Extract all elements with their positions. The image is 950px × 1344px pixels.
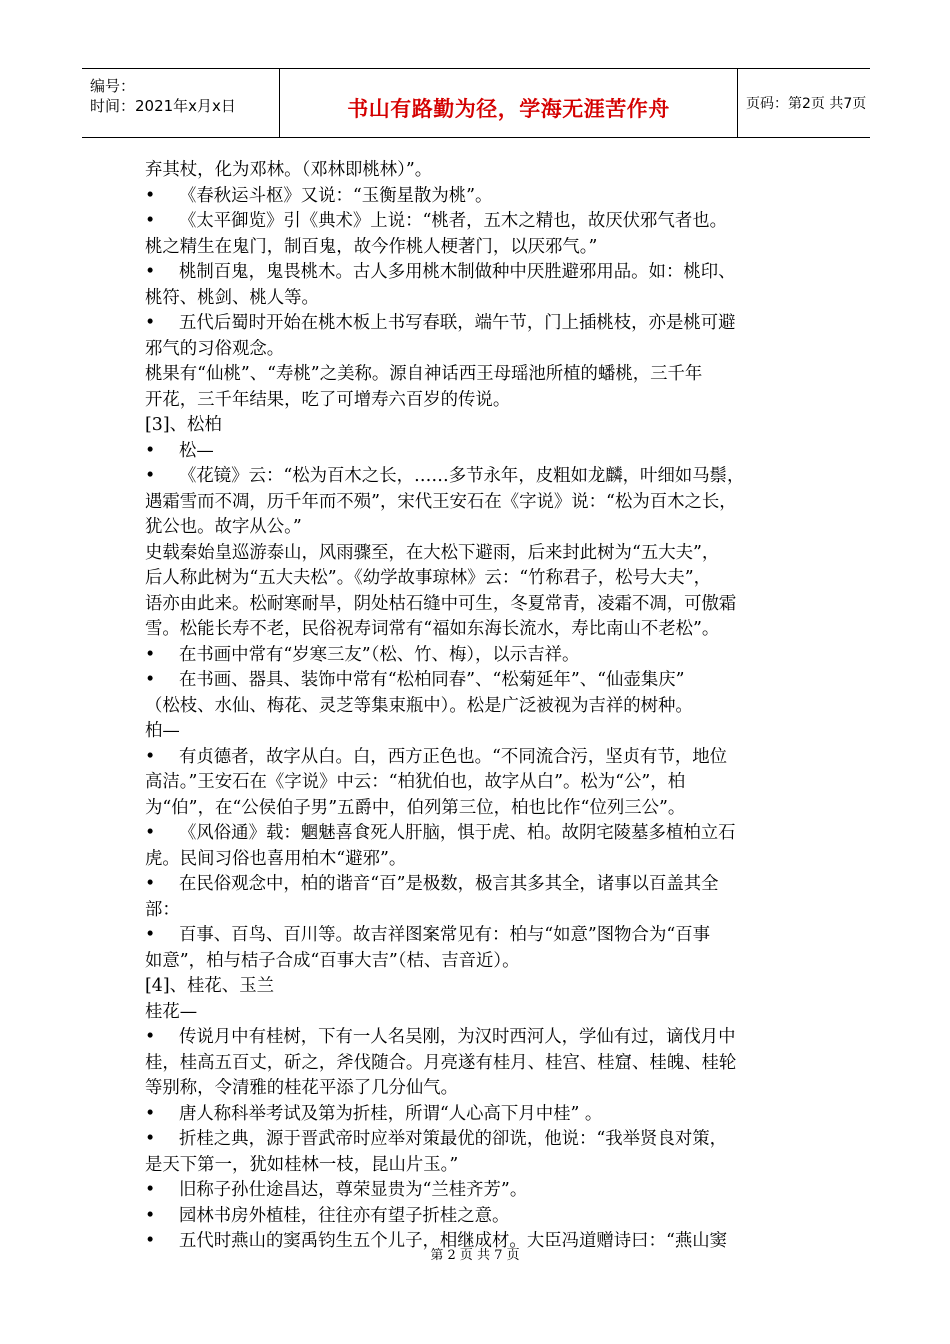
line-text: 犹公也。故字从公。” bbox=[145, 517, 302, 537]
bullet-icon: • bbox=[145, 746, 156, 767]
line-text: 传说月中有桂树，下有一人名吴刚，为汉时西河人，学仙有过，谪伐月中 bbox=[179, 1027, 736, 1047]
line-text: 雪。松能长寿不老，民俗祝寿词常有“福如东海长流水，寿比南山不老松”。 bbox=[145, 619, 720, 639]
line-text: 在民俗观念中，柏的谐音“百”是极数，极言其多其全，诸事以百盖其全 bbox=[179, 874, 719, 894]
line-text: 桃果有“仙桃”、“寿桃”之美称。源自神话西王母瑶池所植的蟠桃，三千年 bbox=[145, 364, 703, 384]
text-line bbox=[145, 1076, 813, 1102]
bullet-line bbox=[145, 872, 813, 898]
text-line bbox=[145, 286, 813, 312]
bullet-icon: • bbox=[145, 823, 156, 843]
line-text: 等别称，令清雅的桂花平添了几分仙气。 bbox=[145, 1078, 459, 1098]
text-line bbox=[145, 847, 813, 873]
line-text: 后人称此树为“五大夫松”。《幼学故事琼林》云：“竹称君子，松号大夫”， bbox=[145, 568, 711, 588]
bullet-icon: • bbox=[145, 1205, 156, 1226]
text-line bbox=[145, 388, 813, 414]
line-text: 园林书房外植桂，往往亦有望子折桂之意。 bbox=[179, 1205, 510, 1226]
bullet-line bbox=[145, 1178, 813, 1204]
text-line bbox=[145, 974, 813, 1000]
bullet-line bbox=[145, 1025, 813, 1051]
text-line bbox=[145, 694, 813, 720]
text-line bbox=[145, 1153, 813, 1179]
bullet-line bbox=[145, 311, 813, 337]
line-text: 柏— bbox=[145, 721, 180, 741]
line-text: 桃符、桃剑、桃人等。 bbox=[145, 287, 319, 308]
line-text: 桃之精生在鬼门，制百鬼，故今作桃人梗著门，以厌邪气。” bbox=[145, 236, 598, 257]
line-text: 五代时燕山的窦禹钧生五个儿子，相继成材。大臣冯道赠诗曰：“燕山窦 bbox=[179, 1231, 728, 1251]
bullet-icon: • bbox=[145, 874, 156, 894]
line-text: 桂花— bbox=[145, 1001, 198, 1022]
bullet-line bbox=[145, 184, 813, 210]
text-line bbox=[145, 719, 813, 745]
line-text: 开花，三千年结果，吃了可增寿六百岁的传说。 bbox=[145, 389, 511, 410]
text-line bbox=[145, 617, 813, 643]
bullet-icon: • bbox=[145, 1027, 156, 1047]
line-text: 为“伯”，在“公侯伯子男”五爵中，伯列第三位，柏也比作“位列三公”。 bbox=[145, 797, 686, 818]
bullet-icon: • bbox=[145, 262, 156, 282]
bullet-icon: • bbox=[145, 1129, 156, 1149]
line-text: 百事、百鸟、百川等。故吉祥图案常见有：柏与“如意”图物合为“百事 bbox=[179, 925, 711, 945]
text-line bbox=[145, 770, 813, 796]
line-text: 折桂之典，源于晋武帝时应举对策最优的卻诜，他说：“我举贤良对策， bbox=[179, 1129, 728, 1149]
bullet-line bbox=[145, 821, 813, 847]
text-line bbox=[145, 566, 813, 592]
line-text: 高洁。”王安石在《字说》中云：“柏犹伯也，故字从白”。松为“公”，柏 bbox=[145, 772, 686, 792]
bullet-icon: • bbox=[145, 185, 156, 206]
line-text: 部： bbox=[145, 899, 180, 920]
text-line bbox=[145, 1051, 813, 1077]
bullet-line bbox=[145, 439, 813, 465]
line-text: 唐人称科举考试及第为折桂，所谓“人心高下月中桂” 。 bbox=[179, 1103, 603, 1124]
bullet-icon: • bbox=[145, 644, 156, 665]
text-line bbox=[145, 898, 813, 924]
line-text: 邪气的习俗观念。 bbox=[145, 338, 285, 359]
line-text: 旧称子孙仕途昌达，尊荣显贵为“兰桂齐芳”。 bbox=[179, 1180, 528, 1200]
bullet-icon: • bbox=[145, 925, 156, 945]
line-text: 弃其杖，化为邓林。（邓林即桃林）”。 bbox=[145, 160, 433, 180]
bullet-line bbox=[145, 643, 813, 669]
bullet-line bbox=[145, 1127, 813, 1153]
line-text: 桂，桂高五百丈，斫之，斧伐随合。月亮遂有桂月、桂宫、桂窟、桂魄、桂轮 bbox=[145, 1052, 737, 1073]
line-text: 五代后蜀时开始在桃木板上书写春联，端午节，门上插桃枝，亦是桃可避 bbox=[179, 313, 736, 333]
page-header bbox=[82, 68, 870, 138]
line-text: 虎。民间习俗也喜用柏木“避邪”。 bbox=[145, 848, 407, 869]
bullet-icon: • bbox=[145, 1180, 156, 1200]
line-text: 《风俗通》载：魍魅喜食死人肝脑，惧于虎、柏。故阴宅陵墓多植柏立石 bbox=[179, 823, 736, 843]
line-text: [3]、松柏 bbox=[145, 415, 222, 435]
bullet-line bbox=[145, 923, 813, 949]
bullet-line bbox=[145, 1102, 813, 1128]
line-text: 有贞德者，故字从白。白，西方正色也。“不同流合污，坚贞有节，地位 bbox=[179, 746, 728, 767]
line-text: 在书画中常有“岁寒三友”（松、竹、梅），以示吉祥。 bbox=[179, 644, 580, 665]
text-line bbox=[145, 515, 813, 541]
text-line bbox=[145, 490, 813, 516]
bullet-icon: • bbox=[145, 313, 156, 333]
text-line bbox=[145, 592, 813, 618]
text-line bbox=[145, 158, 813, 184]
header-motto: 书山有路勤为径，学海无涯苦作舟 bbox=[347, 97, 670, 121]
header-motto-cell bbox=[280, 69, 738, 137]
line-text: 如意”，柏与桔子合成“百事大吉”（桔、吉音近）。 bbox=[145, 950, 520, 971]
header-info-cell bbox=[82, 69, 280, 137]
bullet-line bbox=[145, 745, 813, 771]
document-body bbox=[145, 158, 813, 1255]
line-text: 遇霜雪而不凋，历千年而不殒”，宋代王安石在《字说》说：“松为百木之长， bbox=[145, 491, 737, 512]
bullet-line bbox=[145, 668, 813, 694]
bullet-icon: • bbox=[145, 670, 156, 690]
bullet-line bbox=[145, 260, 813, 286]
document-number-label: 编号： bbox=[90, 77, 136, 95]
line-text: 《花镜》云：“松为百木之长，……多节永年，皮粗如龙麟，叶细如马鬃， bbox=[179, 466, 745, 486]
bullet-line bbox=[145, 209, 813, 235]
text-line bbox=[145, 362, 813, 388]
text-line bbox=[145, 337, 813, 363]
line-text: 史载秦始皇巡游泰山，风雨骤至，在大松下避雨，后来封此树为“五大夫”， bbox=[145, 542, 720, 563]
bullet-icon: • bbox=[145, 440, 156, 461]
line-text: [4]、桂花、玉兰 bbox=[145, 976, 274, 996]
bullet-icon: • bbox=[145, 1231, 156, 1251]
line-text: 松— bbox=[179, 440, 214, 461]
line-text: 语亦由此来。松耐寒耐旱，阴处枯石缝中可生，冬夏常青，凌霜不凋，可傲霜 bbox=[145, 593, 737, 614]
bullet-icon: • bbox=[145, 211, 156, 231]
line-text: 《春秋运斗枢》又说：“玉衡星散为桃”。 bbox=[179, 185, 493, 206]
bullet-icon: • bbox=[145, 1103, 156, 1124]
text-line bbox=[145, 541, 813, 567]
line-text: （松枝、水仙、梅花、灵芝等集束瓶中）。松是广泛被视为吉祥的树种。 bbox=[145, 695, 693, 716]
text-line bbox=[145, 413, 813, 439]
header-page-cell bbox=[738, 69, 870, 137]
line-text: 是天下第一，犹如桂林一枝，昆山片玉。” bbox=[145, 1154, 459, 1175]
bullet-line bbox=[145, 464, 813, 490]
line-text: 《太平御览》引《典术》上说：“桃者，五木之精也，故厌伏邪气者也。 bbox=[179, 211, 728, 231]
bullet-icon: • bbox=[145, 466, 156, 486]
document-time-label: 时间：2021年x月x日 bbox=[90, 97, 236, 115]
text-line bbox=[145, 796, 813, 822]
line-text: 在书画、器具、装饰中常有“松柏同春”、“松菊延年”、“仙壶集庆” bbox=[179, 670, 685, 690]
text-line bbox=[145, 949, 813, 975]
header-page-label: 页码：第2页 共7页 bbox=[746, 96, 867, 112]
bullet-line bbox=[145, 1204, 813, 1230]
text-line bbox=[145, 235, 813, 261]
page-footer: 第 2 页 共 7 页 bbox=[430, 1248, 520, 1263]
line-text: 桃制百鬼，鬼畏桃木。古人多用桃木制做种中厌胜避邪用品。如：桃印、 bbox=[179, 262, 736, 282]
text-line bbox=[145, 1000, 813, 1026]
